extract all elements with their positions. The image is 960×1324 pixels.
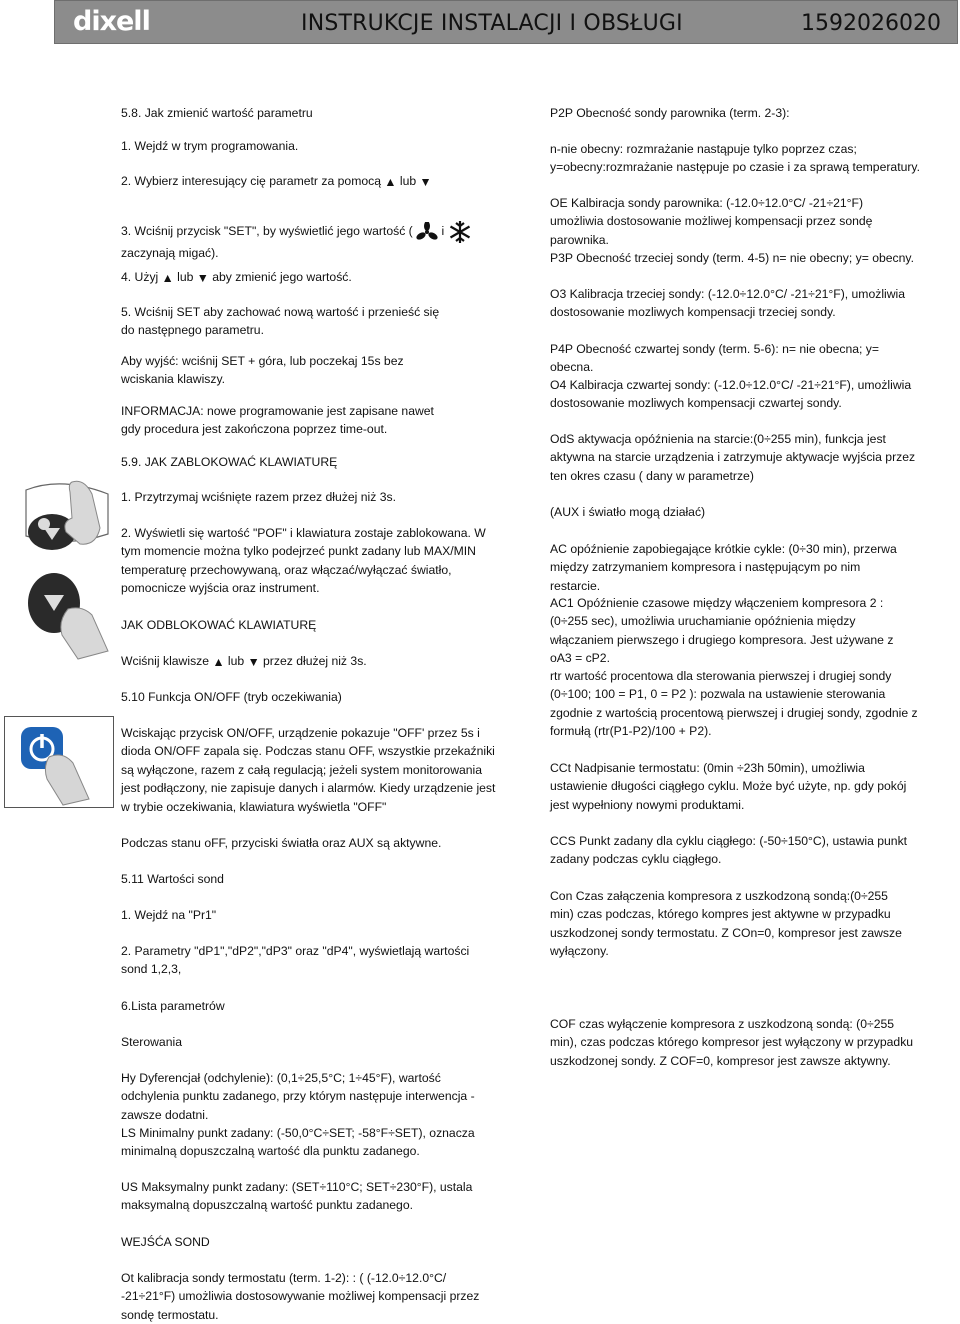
regulation-heading: Sterowania [121, 1035, 182, 1049]
section-5-11-title: 5.11 Wartości sond [121, 872, 224, 886]
step-3 [121, 220, 501, 262]
section-5-8-title: 5.8. Jak zmienić wartość parametru [121, 106, 313, 120]
param-ls: LS Minimalny punkt zadany: (-50,0°C÷SET; -58°F÷SET), oznacza minimalną dopuszczalną wartość dla punktu zadanego. [121, 1126, 475, 1159]
step-3-and: i [441, 224, 445, 239]
param-p3p: P3P Obecność trzeciej sondy (term. 4-5) n= nie obecny; y= obecny. [550, 251, 915, 265]
param-ac1: AC1 Opóźnienie czasowe między włączeniem kompresora 2 :(0÷255 sec), umożliwia uruchamianie opóźnienia między włączaniem pierwszego i drugiego kompresora. Jest używane z oA3 = cP2. [550, 596, 894, 666]
param-cof: COF czas wyłączenie kompresora z uszkodzoną sondą: (0÷255 min), czas podczas którego kompresor jest wyłączony w przypadku uszkodzonej sondy. Z COF=0, kompresor jest zawsze aktywny. [550, 1017, 914, 1068]
header-title: INSTRUKCJE INSTALACJI I OBSŁUGI [301, 11, 683, 36]
param-o3: O3 Kalibracja trzeciej sondy: (-12.0÷12.0°C/ -21÷21°F), umożliwia dostosowanie mozliwych kompensacji trzeciej sondy. [550, 287, 906, 320]
param-ods: OdS aktywacja opóźnienia na starcie:(0÷255 min), funkcja jest aktywna na starcie urządzenia i zatrzymuje aktywacje wyjścia przez ten okres czasu ( dany w parametrze) [550, 432, 916, 483]
arrow-up-icon: ▲ [384, 174, 397, 189]
step-3-text-2: zaczynają migać). [121, 246, 219, 260]
param-p4p: P4P Obecność czwartej sondy (term. 5-6): n= nie obecna; y= obecna. [550, 342, 880, 375]
on-off-description: Wciskając przycisk ON/OFF, urządzenie pokazuje "OFF' przez 5s i dioda ON/OFF zapala się. Podczas stanu OFF, wszystkie przekaźniki są wyłączone, razem z całą regulacją; jeżeli system monitorowania jest podłączony, nie zapisuje danych i alarmów. Kiedy urządzenie jest w trybie oczekiwania, klawiatura wyświetla "OFF" [121, 726, 496, 814]
arrow-down-icon: ▼ [247, 654, 260, 669]
arrow-down-icon: ▼ [196, 270, 209, 285]
step-2-text: 2. Wybierz interesujący cię parametr za pomocą [121, 174, 381, 188]
arrow-up-icon: ▲ [212, 654, 225, 669]
unlock-text-1: Wciśnij klawisze [121, 654, 210, 668]
arrow-up-icon: ▲ [161, 270, 174, 285]
step-1: 1. Wejdź w trym programowania. [121, 139, 299, 153]
step-2 [121, 172, 501, 191]
param-ac: AC opóźnienie zapobiegające krótkie cykle: (0÷30 min), przerwa między zatrzymaniem kompresora i następującym po nim restarcie. [550, 542, 897, 593]
probe-inputs-heading: WEJŚĆA SOND [121, 1235, 210, 1249]
power-button-illustration [4, 716, 114, 808]
section-5-9-title: 5.9. JAK ZABLOKOWAĆ KLAWIATURĘ [121, 455, 338, 469]
probe-step-1: 1. Wejdź na "Pr1" [121, 908, 217, 922]
lock-step-2: 2. Wyświetli się wartość "POF" i klawiatura zostaje zablokowana. W tym momencie można tylko podejrzeć punkt zadany lub MAX/MIN temperaturę przechowywaną, oraz włączać/wyłączać światło, pomocnicze wyjścia oraz instrument. [121, 526, 486, 596]
param-p2p-body: n-nie obecny: rozmrażanie nastąpuje tylko poprzez czas; y=obecny:rozmrażanie następuje po czasie i za sprawą temperatury. [550, 142, 920, 175]
page-header [54, 0, 958, 44]
lock-keys-illustration [22, 472, 112, 558]
step-3-text: 3. Wciśnij przycisk "SET", by wyświetlić jego wartość ( [121, 224, 413, 239]
unlock-or: lub [227, 654, 245, 668]
document-code: 1592026020 [801, 11, 941, 36]
step-4 [121, 268, 501, 287]
step-4-or: lub [177, 270, 194, 284]
section-6-title: 6.Lista parametrów [121, 999, 225, 1013]
step-5: 5. Wciśnij SET aby zachować nową wartość i przenieść się do następnego parametru. [121, 305, 440, 338]
power-icon [5, 717, 113, 807]
lock-step-1: 1. Przytrzymaj wciśnięte razem przez dłużej niż 3s. [121, 490, 396, 504]
info-note: INFORMACJA: nowe programowanie jest zapisane nawet gdy procedura jest zakończona poprzez time-out. [121, 404, 434, 437]
arrow-down-icon: ▼ [419, 174, 432, 189]
fan-icon [416, 222, 438, 242]
snowflake-icon [448, 220, 472, 244]
aux-note: (AUX i światło mogą działać) [550, 505, 706, 519]
param-ot: Ot kalibracja sondy termostatu (term. 1-2): : ( (-12.0÷12.0°C/ -21÷21°F) umożliwia dostosowywanie możliwej kompensacji przez sondę termostatu. [121, 1271, 480, 1322]
step-4-text: 4. Użyj [121, 270, 159, 284]
unlock-text [121, 652, 501, 671]
param-hy: Hy Dyferencjał (odchylenie): (0,1÷25,5°C; 1÷45°F), wartość odchylenia punktu zadanego, przy którym następuje interwencja - zawsze dodatni. [121, 1071, 475, 1122]
param-ccs: CCS Punkt zadany dla cyklu ciągłego: (-50÷150°C), ustawia punkt zadany podczas cyklu ciągłego. [550, 834, 908, 867]
hand-unlock-icon [22, 565, 112, 660]
unlock-keys-illustration [22, 565, 112, 660]
param-con: Con Czas załączenia kompresora z uszkodzoną sondą:(0÷255 min) czas podczas, którego kompres jest aktywne w przypadku uszkodzonej sondy termostatu. Z COn=0, kompresor jest zawsze wyłączony. [550, 889, 902, 959]
hand-pressing-icon [22, 472, 112, 558]
unlock-text-2: przez dłużej niż 3s. [263, 654, 367, 668]
param-oe: OE Kalbiracja sondy parownika: (-12.0÷12.0°C/ -21÷21°F) umożliwia dostosowanie możliwej kompensacji przez sondę parownika. [550, 196, 873, 247]
section-5-10-title: 5.10 Funkcja ON/OFF (tryb oczekiwania) [121, 690, 342, 704]
step-4-text-2: aby zmienić jego wartość. [212, 270, 352, 284]
param-rtr: rtr wartość procentowa dla sterowania pierwszej i drugiej sondy (0÷100; 100 = P1, 0 = P2 ): pozwala na ustawienie sterowania zgodnie z wartością procentową pierwszej i drugiej sondy, zgodnie z formułą (rtr(P1-P2)/100 + P2). [550, 669, 918, 739]
unlock-title: JAK ODBLOKOWAĆ KLAWIATURĘ [121, 618, 317, 632]
param-us: US Maksymalny punkt zadany: (SET÷110°C; SET÷230°F), ustala maksymalną dopuszczalną wartość punktu zadanego. [121, 1180, 473, 1213]
param-cct: CCt Nadpisanie termostatu: (0min ÷23h 50min), umożliwia ustawienie długości ciągłego cyklu. Może być użyte, np. gdy pokój jest wypełniony nowymi produktami. [550, 761, 907, 812]
probe-step-2: 2. Parametry "dP1","dP2","dP3" oraz "dP4", wyświetlają wartości sond 1,2,3, [121, 944, 470, 977]
step-2-or: lub [399, 174, 417, 188]
brand-logo: dixell [73, 6, 150, 37]
off-state-note: Podczas stanu oFF, przyciski światła oraz AUX są aktywne. [121, 836, 442, 850]
exit-note: Aby wyjść: wciśnij SET + góra, lub poczekaj 15s bez wciskania klawiszy. [121, 354, 404, 387]
param-o4: O4 Kalbiracja czwartej sondy: (-12.0÷12.0°C/ -21÷21°F), umożliwia dostosowanie mozliwych kompensacji czwartej sondy. [550, 378, 912, 411]
param-p2p: P2P Obecność sondy parownika (term. 2-3): [550, 106, 790, 120]
